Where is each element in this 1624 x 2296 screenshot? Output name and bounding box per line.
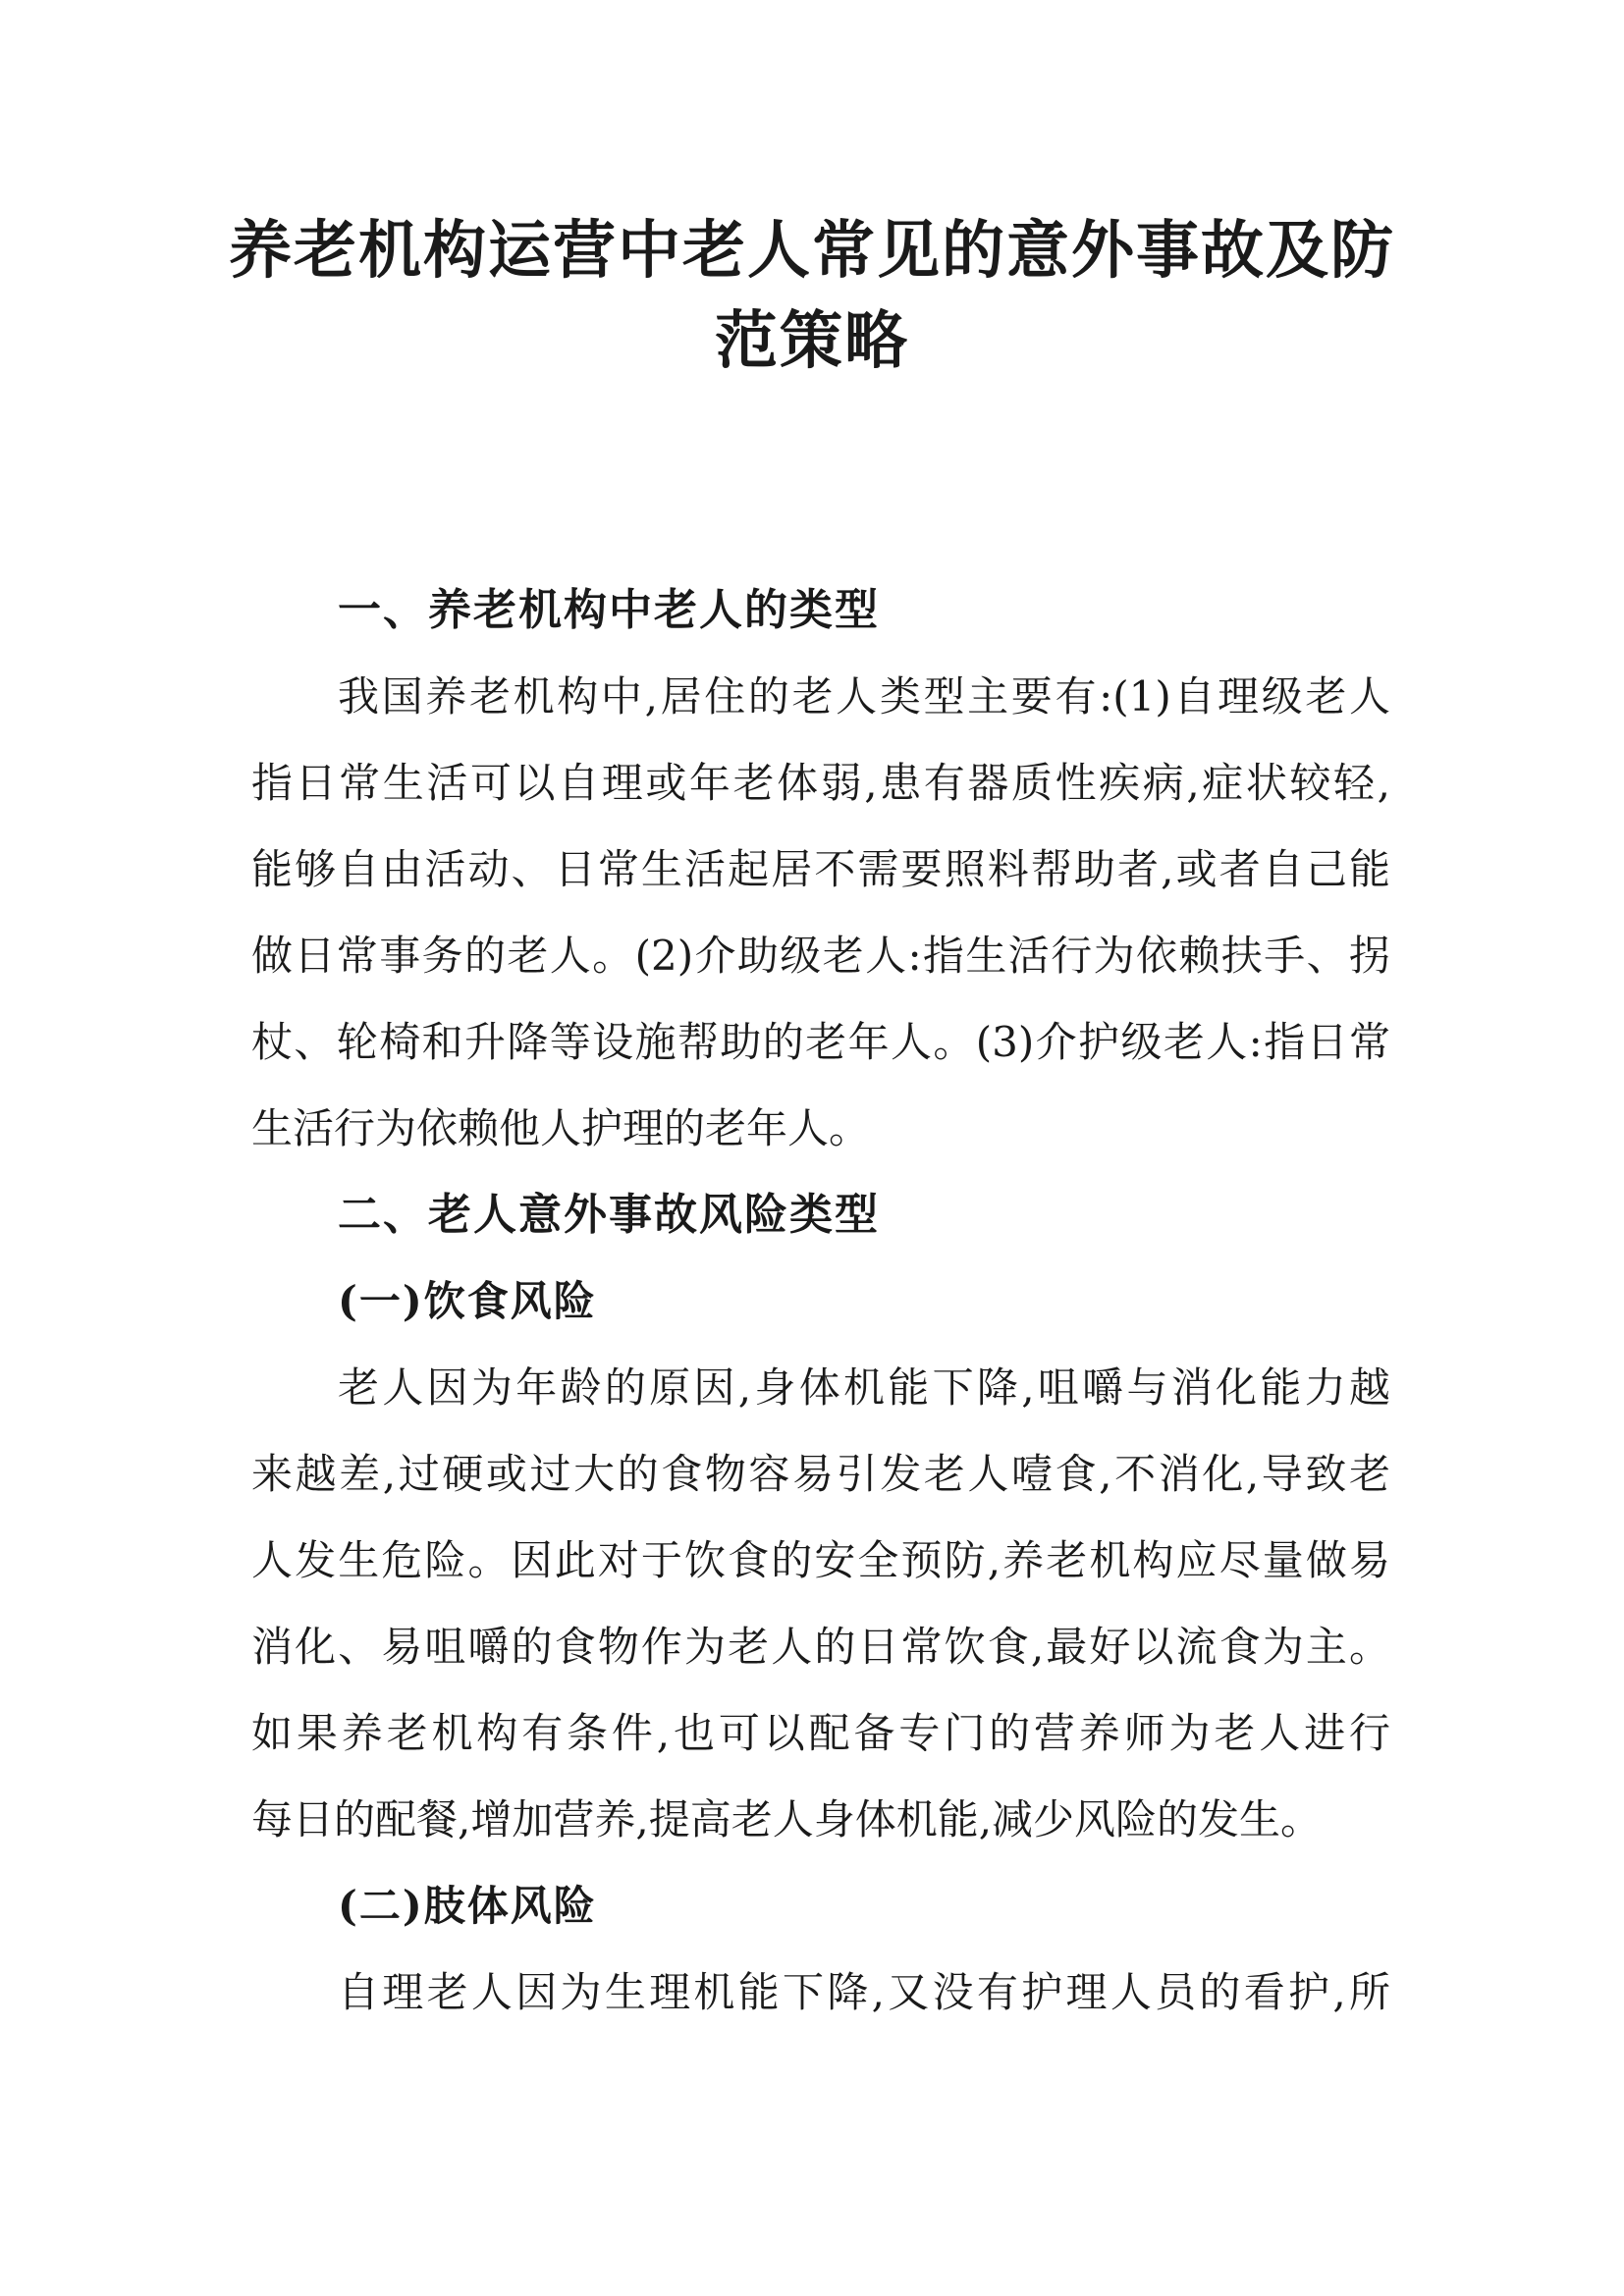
paragraph-line: 做日常事务的老人。(2)介助级老人:指生活行为依赖扶手、拐 bbox=[251, 932, 1390, 980]
document-title bbox=[196, 206, 1428, 387]
paragraph-line: 来越差,过硬或过大的食物容易引发老人噎食,不消化,导致老 bbox=[251, 1450, 1390, 1498]
paragraph-line: 消化、易咀嚼的食物作为老人的日常饮食,最好以流食为主。 bbox=[251, 1623, 1390, 1671]
section-heading-2: 二、老人意外事故风险类型 bbox=[338, 1190, 880, 1240]
document-body bbox=[251, 567, 1390, 2036]
subsection-heading-diet-risk: (一)饮食风险 bbox=[338, 1277, 597, 1325]
paragraph-line: 老人因为年龄的原因,身体机能下降,咀嚼与消化能力越 bbox=[338, 1363, 1390, 1412]
paragraph-elder-types bbox=[251, 654, 1390, 1172]
subsection-heading-limb-risk: (二)肢体风险 bbox=[338, 1882, 597, 1930]
title-line-1: 养老机构运营中老人常见的意外事故及防 bbox=[229, 214, 1395, 288]
paragraph-line: 指日常生活可以自理或年老体弱,患有器质性疾病,症状较轻, bbox=[251, 759, 1390, 807]
paragraph-line: 每日的配餐,增加营养,提高老人身体机能,减少风险的发生。 bbox=[251, 1795, 1323, 1843]
paragraph-diet-risk bbox=[251, 1345, 1390, 1863]
paragraph-line: 杖、轮椅和升降等设施帮助的老年人。(3)介护级老人:指日常 bbox=[251, 1018, 1390, 1066]
paragraph-line: 人发生危险。因此对于饮食的安全预防,养老机构应尽量做易 bbox=[251, 1536, 1390, 1584]
paragraph-line: 如果养老机构有条件,也可以配备专门的营养师为老人进行 bbox=[251, 1709, 1390, 1757]
paragraph-limb-risk bbox=[251, 1949, 1390, 2036]
paragraph-line: 自理老人因为生理机能下降,又没有护理人员的看护,所 bbox=[338, 1968, 1390, 2016]
section-heading-1: 一、养老机构中老人的类型 bbox=[338, 585, 880, 635]
paragraph-line: 我国养老机构中,居住的老人类型主要有:(1)自理级老人 bbox=[338, 672, 1390, 721]
paragraph-line: 生活行为依赖他人护理的老年人。 bbox=[251, 1104, 871, 1152]
paragraph-line: 能够自由活动、日常生活起居不需要照料帮助者,或者自己能 bbox=[251, 845, 1390, 893]
title-line-2: 范策略 bbox=[715, 304, 909, 378]
